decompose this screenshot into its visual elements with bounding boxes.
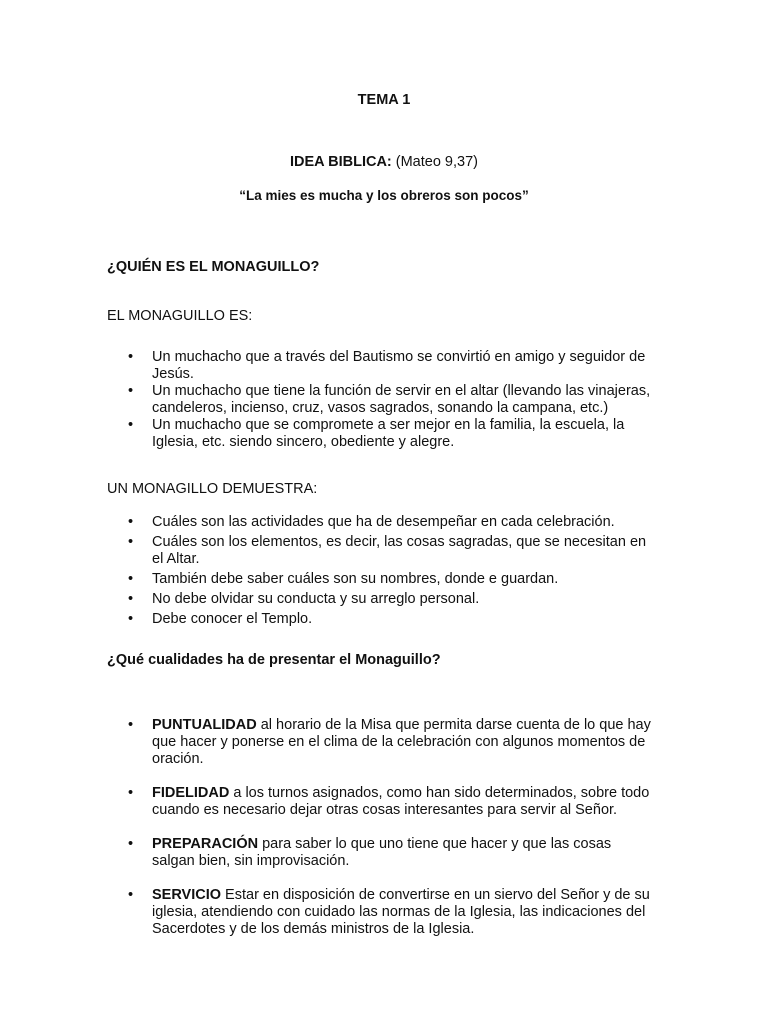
list-item: • También debe saber cuáles son su nombres, donde e guardan. xyxy=(128,571,559,587)
list-item: • Cuáles son los elementos, es decir, las cosas sagradas, que se necesitan en el Altar. xyxy=(128,534,647,567)
demuestra-list xyxy=(125,514,655,631)
bullet-icon: • xyxy=(128,349,134,365)
list-item: • SERVICIO Estar en disposición de convertirse en un siervo del Señor y de su iglesia, atendiendo con cuidado las normas de la Iglesia, las indicaciones del Sacerdotes y de los demás ministros de la Iglesia. xyxy=(128,887,650,937)
list-item: • PREPARACIÓN para saber lo que uno tiene que hacer y que las cosas salgan bien, sin improvisación. xyxy=(128,836,612,869)
idea-biblica-line xyxy=(0,154,768,171)
monaguillo-es-list xyxy=(125,349,655,451)
bullet-icon: • xyxy=(128,383,134,399)
idea-biblica-label: IDEA BIBLICA: xyxy=(289,154,392,170)
list-item: • PUNTUALIDAD al horario de la Misa que permita darse cuenta de lo que hay que hacer y ponerse en el clima de la celebración con algunos momentos de oración. xyxy=(128,717,651,767)
bullet-icon: • xyxy=(128,836,134,852)
qualities-list xyxy=(125,717,655,955)
monaguillo-es-label: EL MONAGUILLO ES: xyxy=(107,308,253,324)
list-item: • Un muchacho que a través del Bautismo se convirtió en amigo y seguidor de Jesús. xyxy=(128,349,646,382)
demuestra-label: UN MONAGILLO DEMUESTRA: xyxy=(107,481,318,497)
tema-title: TEMA 1 xyxy=(357,92,411,108)
bullet-icon: • xyxy=(128,785,134,801)
quality-term: SERVICIO xyxy=(152,887,222,903)
list-item: • FIDELIDAD a los turnos asignados, como han sido determinados, sobre todo cuando es necesario dejar otras cosas interesantes para servir al Señor. xyxy=(128,785,650,818)
list-item: • Debe conocer el Templo. xyxy=(128,611,313,627)
bullet-icon: • xyxy=(128,571,134,587)
quality-term: PUNTUALIDAD xyxy=(152,717,257,733)
list-item: • Cuáles son las actividades que ha de desempeñar en cada celebración. xyxy=(128,514,615,530)
list-item: • Un muchacho que se compromete a ser mejor en la familia, la escuela, la Iglesia, etc. siendo sincero, obediente y alegre. xyxy=(128,417,625,450)
quality-term: FIDELIDAD xyxy=(152,785,230,801)
bullet-icon: • xyxy=(128,591,134,607)
bullet-icon: • xyxy=(128,611,134,627)
idea-biblica-reference: (Mateo 9,37) xyxy=(391,154,478,170)
biblical-quote: “La mies es mucha y los obreros son pocos” xyxy=(239,188,529,203)
question-who-is: ¿QUIÉN ES EL MONAGUILLO? xyxy=(107,259,320,275)
list-item: • Un muchacho que tiene la función de servir en el altar (llevando las vinajeras, candeleros, incienso, cruz, vasos sagrados, sonando la campana, etc.) xyxy=(128,383,651,416)
bullet-icon: • xyxy=(128,514,134,530)
bullet-icon: • xyxy=(128,534,134,550)
quality-term: PREPARACIÓN xyxy=(152,836,259,852)
question-qualities: ¿Qué cualidades ha de presentar el Monaguillo? xyxy=(107,652,441,668)
list-item: • No debe olvidar su conducta y su arreglo personal. xyxy=(128,591,480,607)
bullet-icon: • xyxy=(128,417,134,433)
bullet-icon: • xyxy=(128,887,134,903)
bullet-icon: • xyxy=(128,717,134,733)
